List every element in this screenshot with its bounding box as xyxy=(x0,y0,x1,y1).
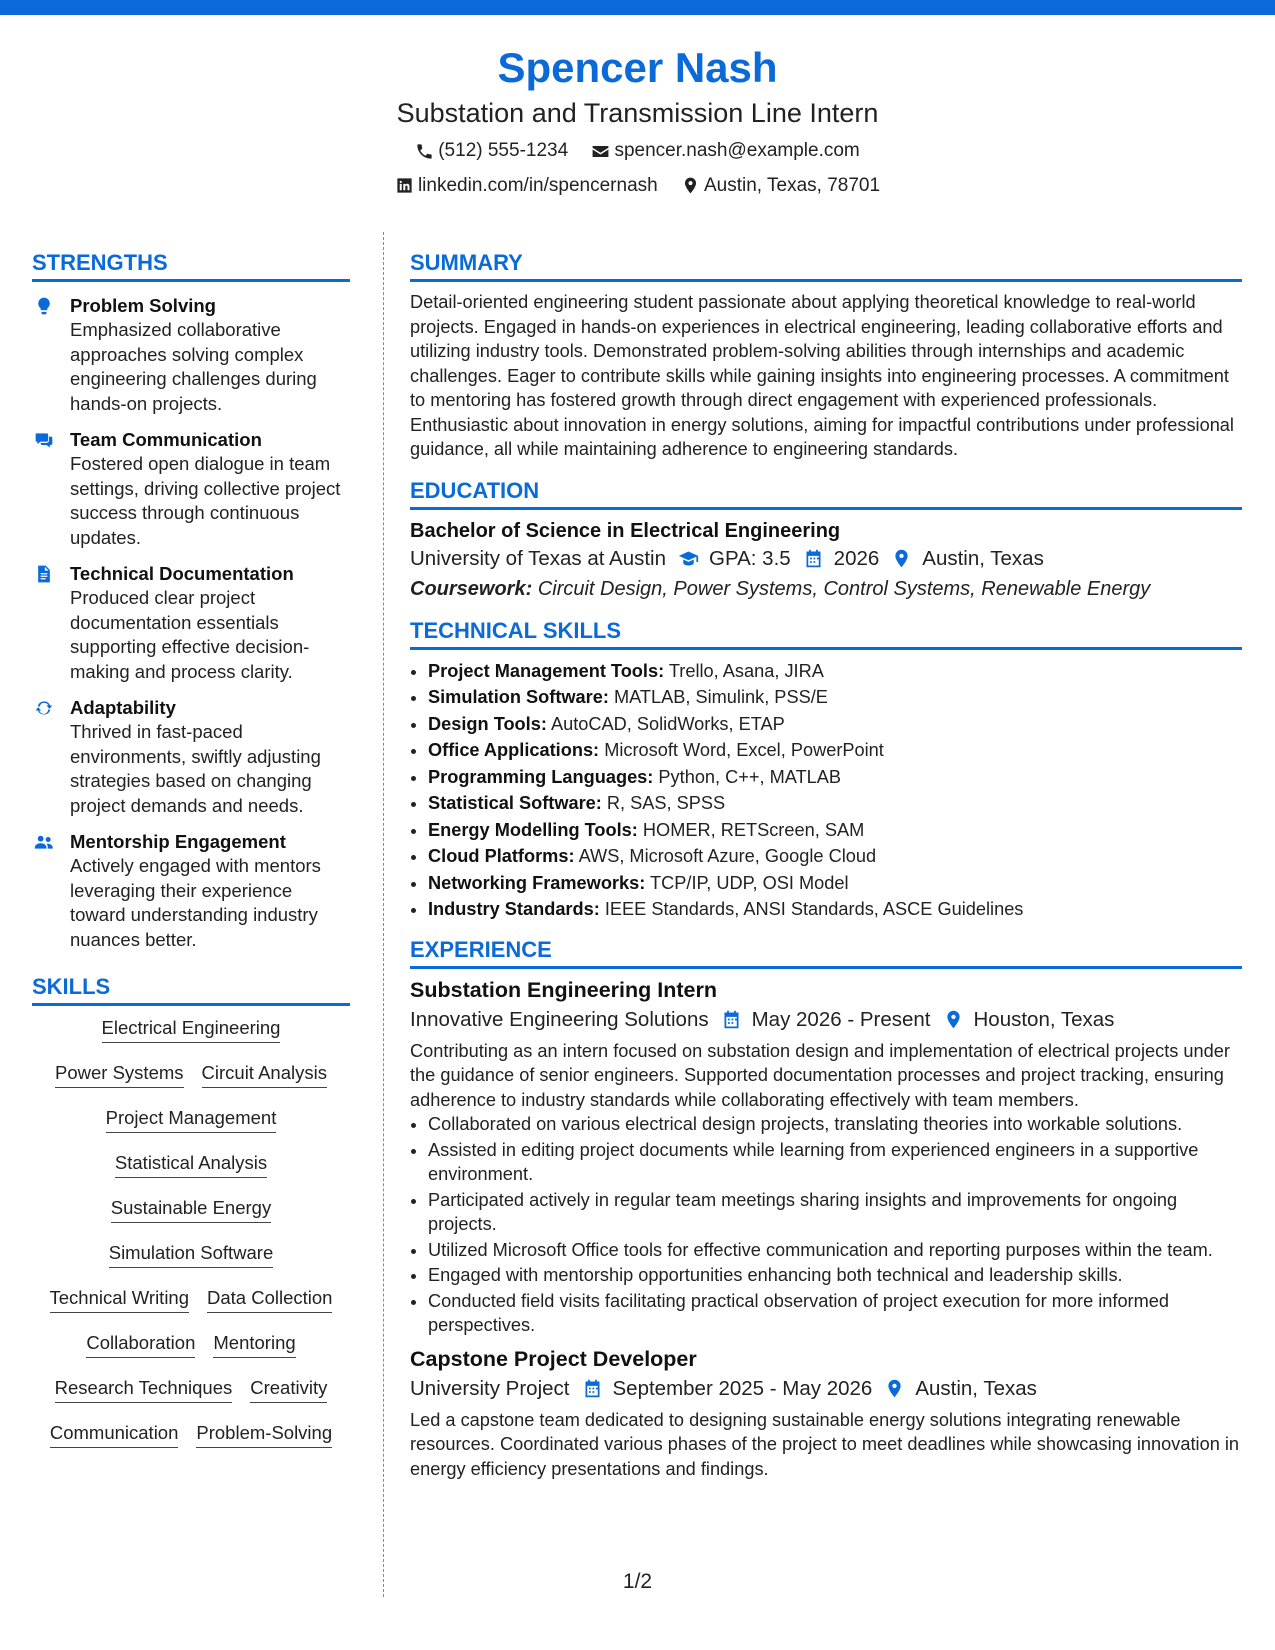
technical-skill-label: Design Tools: xyxy=(428,713,547,734)
lightbulb-icon xyxy=(34,296,54,316)
map-marker-icon xyxy=(891,548,912,569)
strength-description: Actively engaged with mentors leveraging their experience toward understanding industry nuances better. xyxy=(70,855,321,950)
technical-skill-item xyxy=(428,737,1242,764)
document-icon xyxy=(34,564,54,584)
skill-tag: Technical Writing xyxy=(50,1286,190,1313)
skill-tag: Circuit Analysis xyxy=(202,1061,327,1088)
skill-tag: Electrical Engineering xyxy=(102,1016,281,1043)
envelope-icon xyxy=(591,142,610,161)
job-location: Austin, Texas xyxy=(915,1376,1037,1400)
technical-skill-item xyxy=(428,870,1242,897)
technical-skill-label: Cloud Platforms: xyxy=(428,846,575,866)
strength-title: Technical Documentation xyxy=(70,563,294,584)
skill-tag: Statistical Analysis xyxy=(115,1151,267,1178)
skills-heading: SKILLS xyxy=(32,972,350,1006)
job-meta xyxy=(410,1005,1242,1035)
candidate-role: Substation and Transmission Line Intern xyxy=(396,98,879,128)
strength-item xyxy=(32,294,350,416)
job-bullet: • Assisted in editing project documents while learning from experienced engineers in a supportive environment. xyxy=(428,1138,1242,1187)
coursework-label: Coursework: xyxy=(410,577,533,600)
resume-header xyxy=(0,40,1275,205)
job-bullet: • Collaborated on various electrical design projects, translating theories into workable solutions. xyxy=(428,1112,1242,1137)
skill-tag: Project Management xyxy=(106,1106,277,1133)
strengths-heading: STRENGTHS xyxy=(32,248,350,282)
contact-line-1 xyxy=(0,136,1275,171)
phone-icon xyxy=(415,142,434,161)
candidate-name: Spencer Nash xyxy=(497,44,778,91)
education-heading: EDUCATION xyxy=(410,476,1242,510)
job-dates: September 2025 - May 2026 xyxy=(612,1376,873,1400)
email-text: spencer.nash@example.com xyxy=(614,140,860,161)
map-marker-icon xyxy=(681,176,700,195)
technical-skill-item xyxy=(428,896,1242,923)
phone-item xyxy=(415,136,568,166)
technical-skill-label: Statistical Software: xyxy=(428,793,602,813)
technical-skill-item xyxy=(428,684,1242,711)
strength-description: Produced clear project documentation essentials supporting effective decision-making and process clarity. xyxy=(70,587,310,682)
technical-skill-label: Simulation Software: xyxy=(428,687,609,707)
refresh-icon xyxy=(34,698,54,718)
education-section xyxy=(410,476,1242,604)
skills-list xyxy=(32,1016,350,1448)
skill-tag: Data Collection xyxy=(207,1286,332,1313)
linkedin-icon xyxy=(395,176,414,195)
technical-skill-item xyxy=(428,764,1242,791)
location-text: Austin, Texas, 78701 xyxy=(703,174,881,196)
summary-text: Detail-oriented engineering student passionate about applying theoretical knowledge to real-world projects. Engaged in hands-on experiences in electrical engineering, leading collaborative efforts and utilizing industry tools. Demonstrated problem-solving abilities through internships and academic challenges. Eager to contribute skills while gaining insights into engineering processes. A commitment to mentoring has fostered growth through direct engagement with experienced professionals. Enthusiastic about innovation in energy solutions, aiming for impactful contributions under professional guidance, all while maintaining adherence to engineering standards. xyxy=(410,292,1234,459)
gpa-text: GPA: 3.5 xyxy=(709,546,791,570)
job-bullet: • Conducted field visits facilitating practical observation of project execution for more informed perspectives. xyxy=(428,1289,1242,1338)
skill-tag: Power Systems xyxy=(55,1061,184,1088)
skill-tag: Creativity xyxy=(250,1376,327,1403)
school-location: Austin, Texas xyxy=(922,546,1044,570)
technical-skill-value: Microsoft Word, Excel, PowerPoint xyxy=(604,740,884,760)
strength-title: Adaptability xyxy=(70,697,176,718)
job-bullets xyxy=(410,1112,1242,1338)
phone-text: (512) 555-1234 xyxy=(438,140,569,161)
technical-skill-value: Python, C++, MATLAB xyxy=(658,766,842,787)
job-bullet: • Engaged with mentorship opportunities enhancing both technical and leadership skills. xyxy=(428,1263,1242,1288)
technical-skills-section xyxy=(410,616,1242,923)
map-marker-icon xyxy=(884,1378,905,1399)
strength-title: Mentorship Engagement xyxy=(70,831,286,852)
degree-title: Bachelor of Science in Electrical Engineering xyxy=(410,519,841,542)
technical-skill-item xyxy=(428,711,1242,738)
strength-title: Problem Solving xyxy=(70,295,216,316)
technical-skills-list xyxy=(410,658,1242,923)
strength-description: Emphasized collaborative approaches solving complex engineering challenges during hands-on projects. xyxy=(70,319,317,414)
left-column xyxy=(32,248,350,1466)
job-description: Contributing as an intern focused on substation design and implementation of electrical projects under the guidance of senior engineers. Supported documentation processes and project tracking, ensuring adherence to industry standards while collaborating effectively with team members. xyxy=(410,1040,1230,1110)
calendar-icon xyxy=(803,548,824,569)
education-meta xyxy=(410,544,1242,574)
location-item xyxy=(681,171,880,201)
job-bullet: • Utilized Microsoft Office tools for effective communication and reporting purposes within the team. xyxy=(428,1238,1242,1263)
job-description: Led a capstone team dedicated to designing sustainable energy solutions integrating renewable resources. Coordinated various phases of the project to meet deadlines while showcasing innovation in energy efficiency presentations and findings. xyxy=(410,1409,1240,1479)
right-column xyxy=(410,248,1242,1481)
skill-tag: Collaboration xyxy=(86,1331,195,1358)
job-bullet: • Participated actively in regular team meetings sharing insights and improvements for ongoing projects. xyxy=(428,1188,1242,1237)
skill-tag: Research Techniques xyxy=(55,1376,233,1403)
strength-description: Thrived in fast-paced environments, swiftly adjusting strategies based on changing project demands and needs. xyxy=(70,721,321,816)
contact-line-2 xyxy=(0,171,1275,206)
technical-skill-label: Networking Frameworks: xyxy=(428,872,646,893)
comments-icon xyxy=(34,430,54,450)
linkedin-item xyxy=(395,171,658,201)
technical-skill-value: AutoCAD, SolidWorks, ETAP xyxy=(550,713,785,734)
technical-skill-value: TCP/IP, UDP, OSI Model xyxy=(650,872,849,893)
job-location: Houston, Texas xyxy=(973,1007,1115,1031)
technical-skill-label: Energy Modelling Tools: xyxy=(428,819,638,840)
technical-skill-item xyxy=(428,843,1242,870)
skill-tag: Mentoring xyxy=(213,1331,295,1358)
technical-skill-value: HOMER, RETScreen, SAM xyxy=(642,819,865,840)
map-marker-icon xyxy=(943,1009,964,1030)
skill-tag: Sustainable Energy xyxy=(111,1196,271,1223)
technical-skill-item xyxy=(428,817,1242,844)
calendar-icon xyxy=(582,1378,603,1399)
technical-skill-item xyxy=(428,658,1242,685)
technical-skill-value: Trello, Asana, JIRA xyxy=(668,660,824,681)
technical-skills-heading: TECHNICAL SKILLS xyxy=(410,616,1242,650)
strength-title: Team Communication xyxy=(70,429,262,450)
users-icon xyxy=(34,832,54,852)
skill-tag: Communication xyxy=(50,1421,179,1448)
strength-item xyxy=(32,830,350,952)
technical-skill-value: MATLAB, Simulink, PSS/E xyxy=(613,687,828,707)
technical-skill-value: R, SAS, SPSS xyxy=(606,793,726,813)
school-name: University of Texas at Austin xyxy=(410,546,666,570)
strength-item xyxy=(32,696,350,818)
summary-heading: SUMMARY xyxy=(410,248,1242,282)
technical-skill-label: Office Applications: xyxy=(428,740,600,760)
strength-description: Fostered open dialogue in team settings, driving collective project success through continuous updates. xyxy=(70,453,341,548)
top-accent-bar xyxy=(0,0,1275,15)
job-title: Capstone Project Developer xyxy=(410,1346,697,1371)
skill-tag: Problem-Solving xyxy=(196,1421,332,1448)
technical-skill-item xyxy=(428,790,1242,817)
column-divider xyxy=(383,232,384,1597)
graduation-cap-icon xyxy=(678,548,699,569)
coursework-text: Circuit Design, Power Systems, Control Systems, Renewable Energy xyxy=(537,577,1151,600)
coursework-line xyxy=(410,574,1242,604)
technical-skill-value: IEEE Standards, ANSI Standards, ASCE Guidelines xyxy=(604,899,1024,919)
page-number: 1/2 xyxy=(622,1570,653,1593)
company-name: University Project xyxy=(410,1376,570,1400)
experience-entry xyxy=(410,1344,1242,1482)
linkedin-text: linkedin.com/in/spencernash xyxy=(417,174,658,196)
experience-heading: EXPERIENCE xyxy=(410,935,1242,969)
email-item xyxy=(591,136,859,166)
company-name: Innovative Engineering Solutions xyxy=(410,1007,709,1031)
technical-skill-label: Programming Languages: xyxy=(428,766,654,787)
job-meta xyxy=(410,1374,1242,1404)
technical-skill-label: Industry Standards: xyxy=(428,899,600,919)
technical-skill-value: AWS, Microsoft Azure, Google Cloud xyxy=(578,846,877,866)
strength-item xyxy=(32,562,350,684)
experience-entry xyxy=(410,975,1242,1338)
job-title: Substation Engineering Intern xyxy=(410,977,717,1002)
calendar-icon xyxy=(721,1009,742,1030)
graduation-year: 2026 xyxy=(833,546,880,570)
job-dates: May 2026 - Present xyxy=(751,1007,931,1031)
experience-section xyxy=(410,935,1242,1482)
strength-item xyxy=(32,428,350,550)
technical-skill-label: Project Management Tools: xyxy=(428,660,665,681)
skill-tag: Simulation Software xyxy=(109,1241,274,1268)
